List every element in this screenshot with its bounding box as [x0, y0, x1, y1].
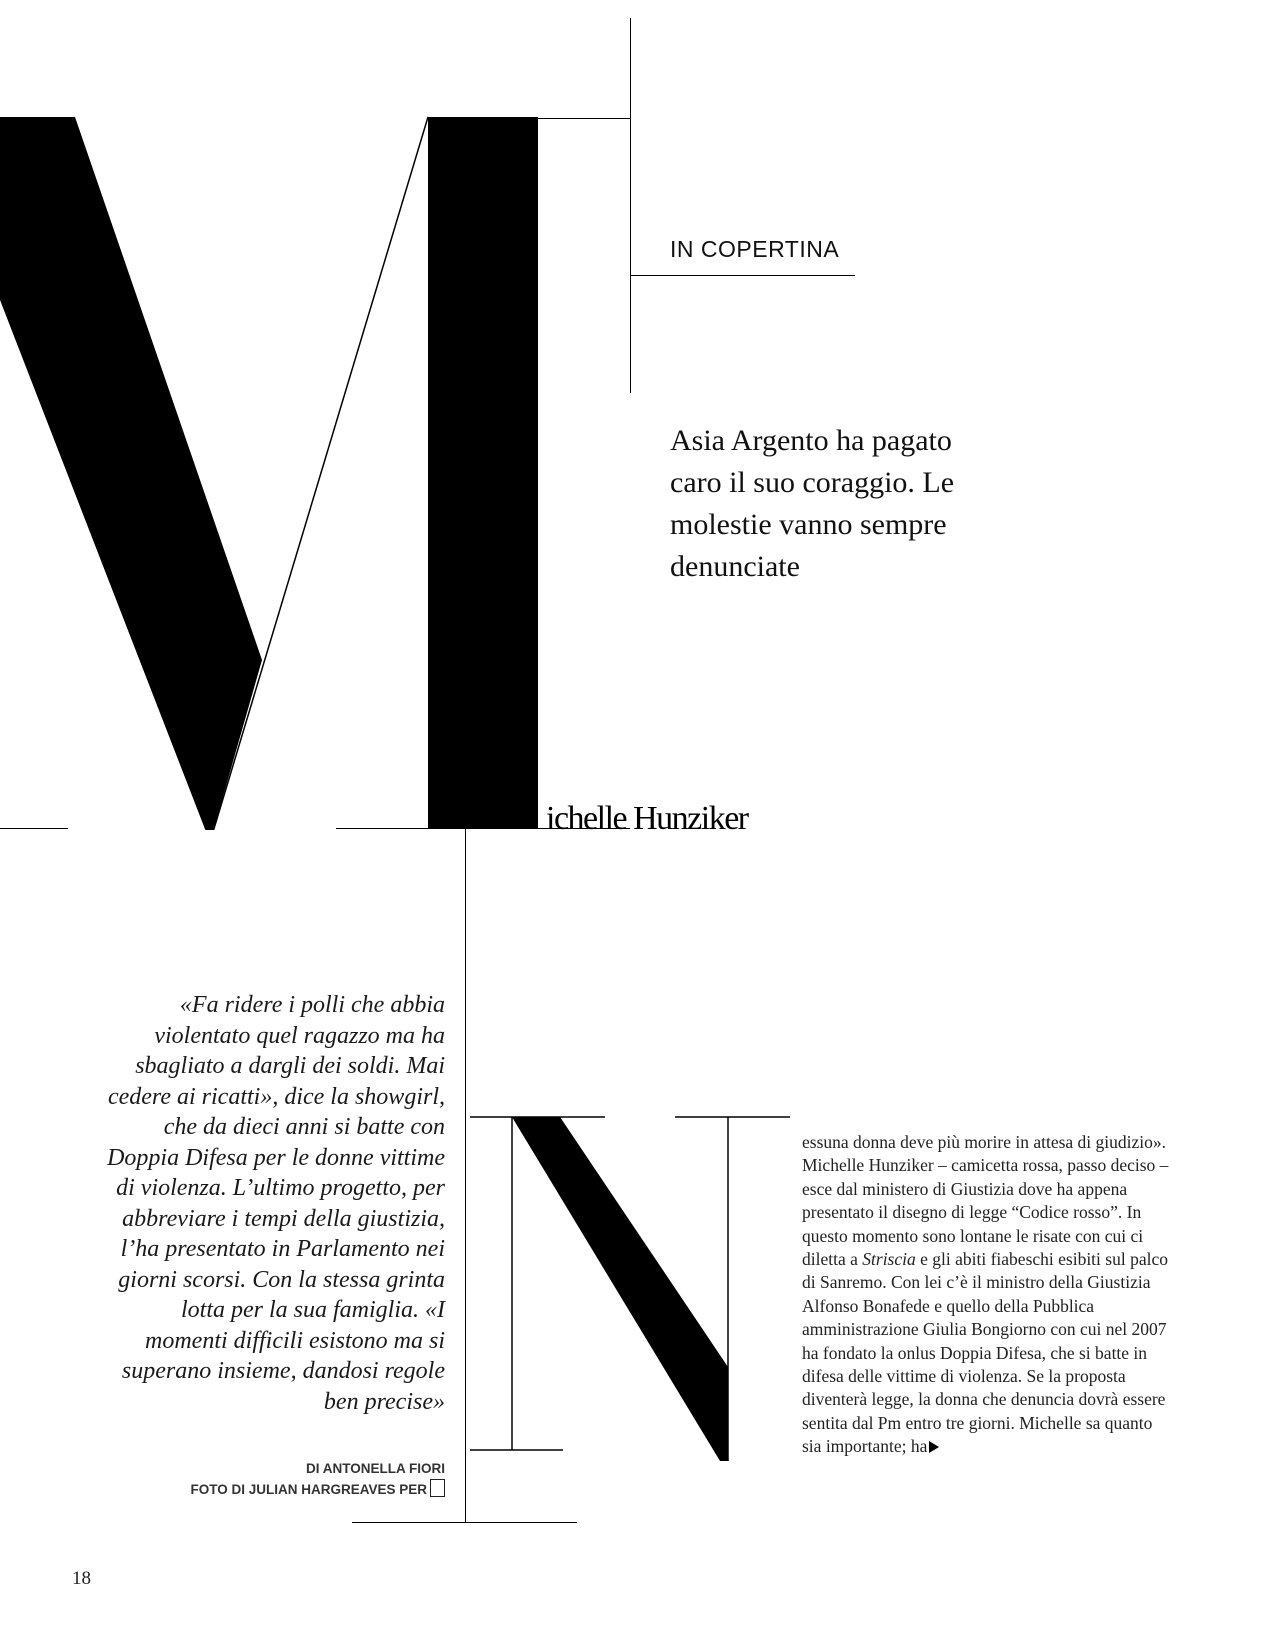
- body-italic-title: Striscia: [862, 1249, 916, 1270]
- top-vertical-rule: [630, 18, 631, 393]
- section-label-rule: [630, 275, 855, 276]
- page-number: 18: [72, 1568, 91, 1589]
- drop-letter-m: [0, 0, 640, 830]
- photo-credit: [150, 1479, 445, 1500]
- credits: [150, 1458, 445, 1500]
- section-label: IN COPERTINA: [670, 236, 840, 262]
- author-credit: DI ANTONELLA FIORI: [306, 1461, 445, 1476]
- intro-quote: «Fa ridere i polli che abbia violentato quel ragazzo ma ha sbagliato a dargli dei soldi. Mai cedere ai ricatti», dice la showgirl, che da dieci anni si batte con Doppia Difesa per le donne vittime di violenza. L’ultimo progetto, per abbreviare i tempi della giustizia, l’ha presentato in Parlamento nei giorni scorsi. Con la stessa grinta lotta per la sua famiglia. «I momenti difficili esistono ma si superano insieme, dandosi regole ben precise»: [107, 992, 445, 1415]
- magazine-logo-icon: [430, 1479, 445, 1497]
- body-text-end: e gli abiti fiabeschi esibiti sul palco di Sanremo. Con lei c’è il ministro della Giustizia Alfonso Bonafede e quello della Pubblica amministrazione Giulia Bongiorno con cui nel 2007 ha fondato la onlus Doppia Difesa, che si batte in difesa delle vittime di violenza. Se la proposta diventerà legge, la donna che denuncia dovrà essere sentita dal Pm entro tre giorni. Michelle sa quanto sia importante; ha: [802, 1249, 1168, 1457]
- article-body: [802, 1131, 1174, 1459]
- photo-credit-text: FOTO DI JULIAN HARGREAVES PER: [190, 1482, 427, 1497]
- drop-letter-n: [460, 1105, 800, 1465]
- bottom-horizontal-rule: [352, 1522, 577, 1523]
- headline: ichelle Hunziker: [546, 800, 748, 837]
- left-baseline-rule: [0, 828, 68, 829]
- top-horizontal-rule: [428, 118, 630, 119]
- body-text-start: essuna donna deve più morire in attesa di giudizio». Michelle Hunziker – camicetta rossa, passo deciso – esce dal ministero di Giustizia dove ha appena presentato il disegno di legge “Codice rosso”. In questo momento sono lontane le risate con cui ci diletta a: [802, 1132, 1169, 1270]
- subtitle: Asia Argento ha pagato caro il suo coraggio. Le molestie vanno sempre denunciate: [670, 424, 955, 583]
- center-vertical-rule: [465, 828, 466, 1522]
- continue-arrow-icon: [929, 1441, 939, 1453]
